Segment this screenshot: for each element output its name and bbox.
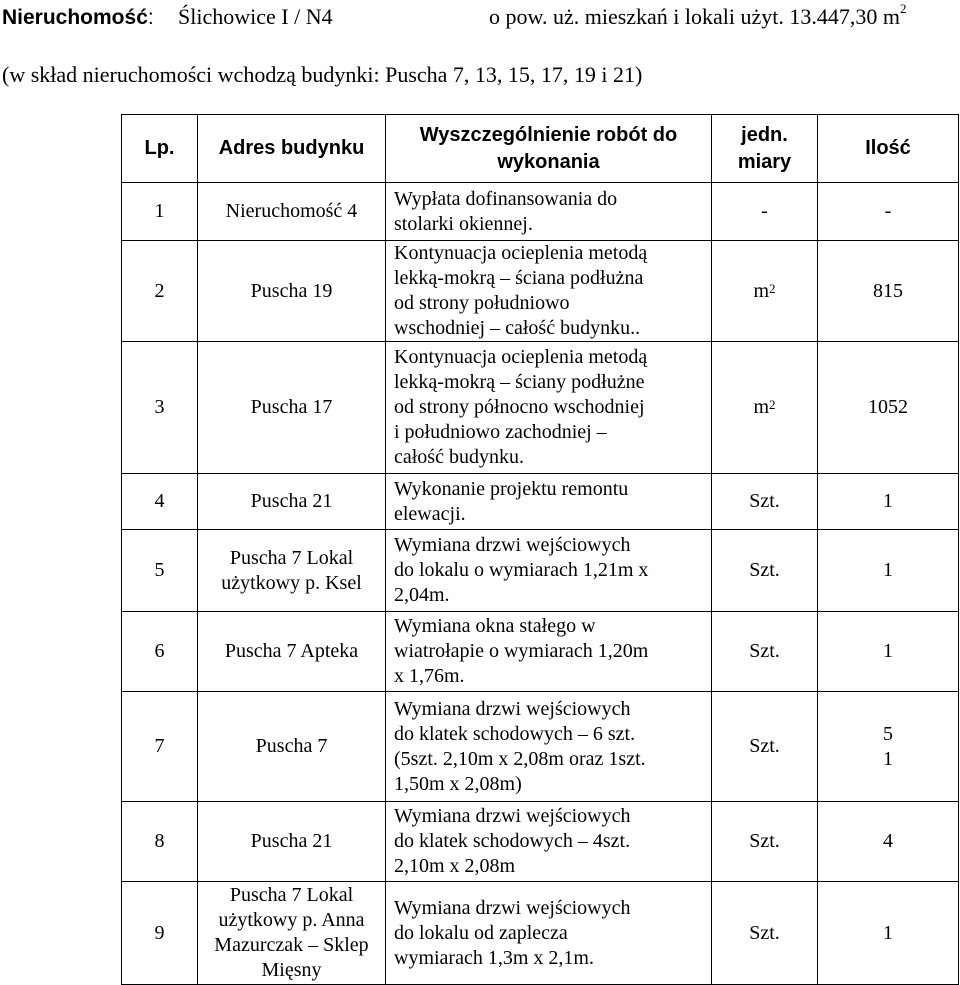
row-lp: 1: [122, 183, 198, 241]
row-address: Puscha 21: [198, 474, 386, 530]
row-address: Puscha 17: [198, 342, 386, 474]
quantity-value: 1: [883, 559, 893, 581]
row-lp: 3: [122, 342, 198, 474]
row-unit: [712, 612, 818, 692]
table-row: [122, 474, 959, 530]
row-lp: 5: [122, 530, 198, 612]
row-unit: [712, 241, 818, 342]
row-unit: [712, 342, 818, 474]
row-description: [386, 342, 712, 474]
row-quantity: [818, 342, 959, 474]
description-line: Wymiana drzwi wejściowych: [394, 896, 631, 919]
property-colon: :: [147, 6, 154, 29]
unit-text: Szt.: [749, 735, 780, 757]
table-row: [122, 342, 959, 474]
description-line: Kontynuacja ocieplenia metodą: [394, 346, 648, 368]
row-lp: 4: [122, 474, 198, 530]
row-quantity: [818, 612, 959, 692]
table-row: [122, 530, 959, 612]
row-description: [386, 474, 712, 530]
row-lp: 8: [122, 802, 198, 882]
description-line: od strony południowo: [394, 292, 570, 314]
buildings-note: (w skład nieruchomości wchodzą budynki: Puscha 7, 13, 15, 17, 19 i 21): [2, 62, 643, 87]
quantity-value: 1: [883, 490, 893, 512]
row-description: [386, 882, 712, 985]
property-header: [2, 1, 907, 30]
area-info: [489, 1, 907, 30]
quantity-value: 815: [873, 279, 903, 302]
table-row: [122, 802, 959, 882]
description-line: x 1,76m.: [394, 665, 465, 687]
row-lp: 6: [122, 612, 198, 692]
table-row: [122, 183, 959, 241]
quantity-value: 4: [883, 830, 893, 852]
row-address: Puscha 7 Apteka: [198, 612, 386, 692]
table-row: [122, 692, 959, 802]
row-description: [386, 612, 712, 692]
description-line: wymiarach 1,3m x 2,1m.: [394, 946, 594, 969]
row-description: [386, 183, 712, 241]
row-quantity: [818, 882, 959, 985]
description-line: do klatek schodowych – 4szt.: [394, 830, 631, 852]
row-address: Puscha 7 Lokal użytkowy p. Anna Mazurczak – Sklep Mięsny: [198, 882, 386, 985]
row-unit: [712, 474, 818, 530]
row-lp: 2: [122, 241, 198, 342]
property-label: Nieruchomość: [2, 6, 148, 29]
unit-text: Szt.: [749, 640, 780, 662]
row-address: Puscha 7: [198, 692, 386, 802]
row-description: [386, 241, 712, 342]
unit-text: m: [753, 279, 770, 302]
quantity-value: -: [884, 200, 892, 222]
quantity-value: 5: [883, 722, 893, 745]
row-description: [386, 802, 712, 882]
row-address: Puscha 21: [198, 802, 386, 882]
unit-sup: 2: [769, 397, 776, 412]
description-line: od strony północno wschodniej: [394, 396, 645, 418]
col-description: Wyszczególnienie robót do wykonania: [386, 115, 712, 183]
unit-text: Szt.: [749, 559, 780, 581]
table-header-row: [122, 115, 959, 183]
description-line: Wypłata dofinansowania do: [394, 187, 618, 210]
row-address: Nieruchomość 4: [198, 183, 386, 241]
description-line: elewacji.: [394, 502, 466, 525]
table-row: [122, 241, 959, 342]
area-unit-sup: 2: [900, 1, 907, 16]
description-line: do lokalu od zaplecza: [394, 921, 568, 944]
table-row: [122, 612, 959, 692]
row-address: Puscha 19: [198, 241, 386, 342]
description-line: wschodniej – całość budynku..: [394, 317, 641, 339]
row-quantity: [818, 530, 959, 612]
row-unit: [712, 802, 818, 882]
description-line: Wymiana drzwi wejściowych: [394, 534, 631, 556]
description-line: (5szt. 2,10m x 2,08m oraz 1szt.: [394, 747, 646, 770]
property-address: Ślichowice I / N4: [178, 4, 333, 29]
col-unit: [712, 115, 818, 183]
unit-text: Szt.: [749, 830, 780, 852]
description-line: 2,10m x 2,08m: [394, 855, 516, 877]
description-line: lekką-mokrą – ściany podłużne: [394, 371, 645, 393]
row-lp: 7: [122, 692, 198, 802]
description-line: wiatrołapie o wymiarach 1,20m: [394, 640, 649, 662]
row-lp: 9: [122, 882, 198, 985]
row-description: [386, 692, 712, 802]
description-line: 2,04m.: [394, 584, 450, 606]
unit-sup: 2: [769, 280, 776, 296]
description-line: Kontynuacja ocieplenia metodą: [394, 242, 648, 264]
description-line: Wykonanie projektu remontu: [394, 477, 629, 500]
col-lp: Lp.: [122, 115, 198, 183]
quantity-value: 1: [883, 640, 893, 662]
quantity-value: 1052: [868, 396, 908, 418]
row-quantity: [818, 692, 959, 802]
works-table: [121, 114, 959, 985]
description-line: Wymiana drzwi wejściowych: [394, 697, 631, 720]
row-quantity: [818, 183, 959, 241]
description-line: Wymiana okna stałego w: [394, 615, 596, 637]
quantity-value: 1: [883, 921, 893, 944]
description-line: całość budynku.: [394, 446, 524, 468]
row-unit: [712, 530, 818, 612]
col-unit-line1: jedn.: [741, 123, 788, 146]
table-row: [122, 882, 959, 985]
row-quantity: [818, 241, 959, 342]
description-line: do lokalu o wymiarach 1,21m x: [394, 559, 649, 581]
col-address: Adres budynku: [198, 115, 386, 183]
area-text: o pow. uż. mieszkań i lokali użyt. 13.447,30 m: [489, 4, 901, 29]
quantity-value: 1: [883, 747, 893, 770]
unit-text: m: [753, 396, 770, 418]
col-quantity: Ilość: [818, 115, 959, 183]
unit-text: Szt.: [749, 921, 780, 944]
row-unit: [712, 692, 818, 802]
row-unit: [712, 183, 818, 241]
row-description: [386, 530, 712, 612]
unit-text: Szt.: [749, 490, 780, 512]
description-line: i południowo zachodniej –: [394, 421, 607, 443]
unit-text: -: [761, 200, 768, 222]
row-address: Puscha 7 Lokal użytkowy p. Ksel: [198, 530, 386, 612]
col-unit-line2: miary: [737, 150, 792, 173]
description-line: lekką-mokrą – ściana podłużna: [394, 267, 644, 289]
row-unit: [712, 882, 818, 985]
description-line: Wymiana drzwi wejściowych: [394, 805, 631, 827]
row-quantity: [818, 802, 959, 882]
description-line: 1,50m x 2,08m): [394, 772, 522, 795]
description-line: stolarki okiennej.: [394, 212, 533, 235]
description-line: do klatek schodowych – 6 szt.: [394, 722, 636, 745]
row-quantity: [818, 474, 959, 530]
